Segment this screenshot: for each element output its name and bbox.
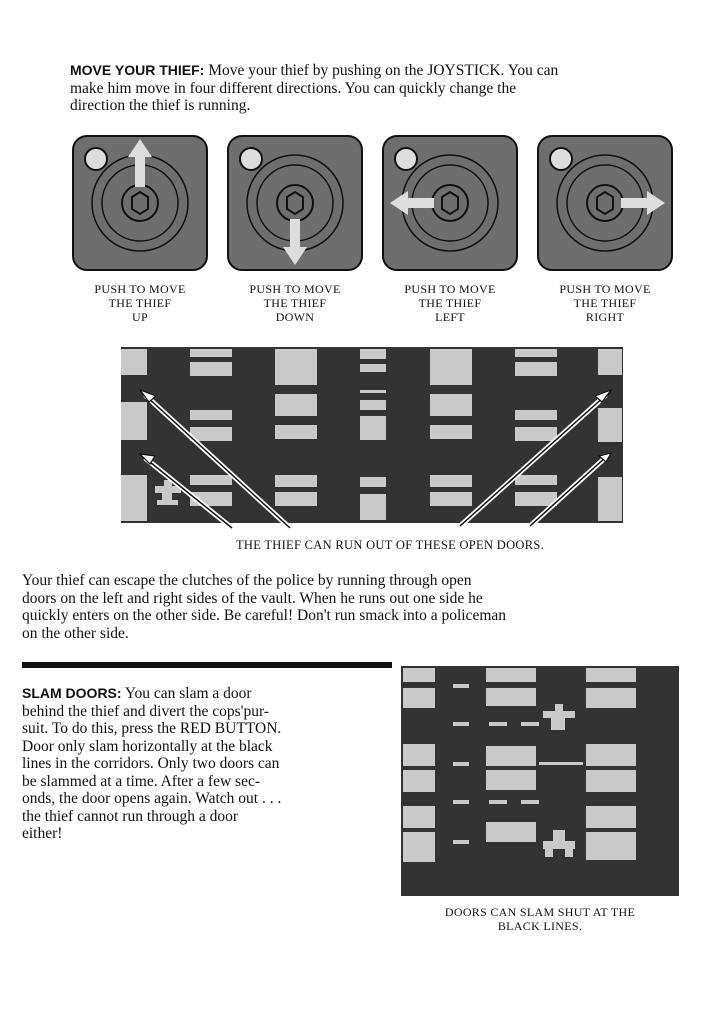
joystick-down-illustration: [227, 135, 363, 271]
escape-line-2: doors on the left and right sides of the vault. When he runs out one side he: [22, 589, 483, 607]
caption-right: PUSH TO MOVE THE THIEF RIGHT: [559, 282, 651, 324]
slam-doors-heading: SLAM DOORS:: [22, 685, 122, 701]
joystick-up-illustration: [72, 135, 208, 271]
move-line-1: Move your thief by pushing on the JOYSTICK. You can: [208, 62, 559, 79]
slam-line-7: onds, the door opens again. Watch out . . .: [22, 790, 282, 807]
slam-doors-screen-illustration: [401, 666, 679, 896]
joystick-left-illustration: [382, 135, 518, 271]
move-line-2: make him move in four different directions. You can quickly change the: [70, 79, 517, 97]
doors-caption: THE THIEF CAN RUN OUT OF THESE OPEN DOORS.: [235, 538, 545, 552]
slam-line-5: lines in the corridors. Only two doors can: [22, 755, 280, 772]
escape-line-4: on the other side.: [22, 624, 129, 642]
vault-screen-illustration: [0, 340, 705, 540]
slam-line-2: behind the thief and divert the cops'pur-: [22, 702, 269, 720]
slam-line-8: the thief cannot run through a door: [22, 807, 239, 825]
caption-left: PUSH TO MOVE THE THIEF LEFT: [404, 282, 496, 324]
slam-line-1: You can slam a door: [124, 685, 252, 702]
section-divider: [22, 662, 392, 668]
slam-line-9: either!: [22, 825, 63, 842]
joystick-right-illustration: [537, 135, 673, 271]
slam-caption-line-1: DOORS CAN SLAM SHUT AT THE: [444, 905, 636, 919]
escape-line-1: Your thief can escape the clutches of the police by running through open: [22, 572, 472, 589]
move-thief-paragraph: [70, 62, 670, 115]
slam-line-4: Door only slam horizontally at the black: [22, 737, 273, 755]
caption-down: PUSH TO MOVE THE THIEF DOWN: [249, 282, 341, 324]
slam-caption: [400, 905, 680, 933]
move-line-3: direction the thief is running.: [70, 97, 251, 114]
slam-line-3: suit. To do this, press the RED BUTTON.: [22, 720, 282, 737]
caption-up: PUSH TO MOVE THE THIEF UP: [94, 282, 186, 324]
slam-caption-line-2: BLACK LINES.: [497, 919, 583, 933]
slam-doors-paragraph: [22, 685, 362, 843]
escape-paragraph: [22, 572, 682, 642]
move-thief-heading: MOVE YOUR THIEF:: [70, 62, 205, 78]
escape-line-3: quickly enters on the other side. Be careful! Don't run smack into a policeman: [22, 607, 507, 624]
slam-line-6: be slammed at a time. After a few sec-: [22, 772, 260, 790]
